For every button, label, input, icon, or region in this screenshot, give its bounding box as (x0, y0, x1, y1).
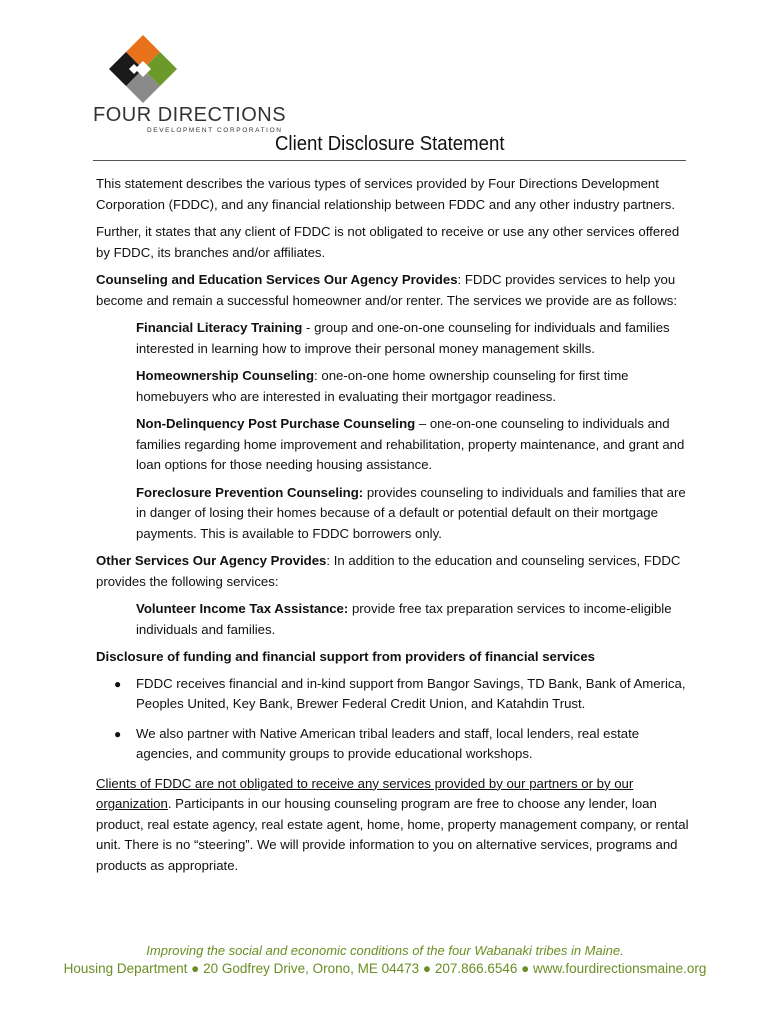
funding-list (96, 674, 696, 765)
service-item (136, 483, 696, 545)
service-item (136, 414, 696, 476)
other-services-paragraph (96, 551, 696, 592)
intro-paragraph-1: This statement describes the various types of services provided by Four Directions Development Corporation (FDDC), and any financial relationship between FDDC and any other industry partners. (96, 176, 676, 212)
service-item-text: – one-on-one counseling to individuals and families regarding home improvement and rehabilitation, property maintenance, and grant and loan options for those needing housing assistance. (136, 416, 685, 472)
service-item (136, 366, 696, 407)
other-services-heading: Other Services Our Agency Provides (96, 553, 327, 568)
service-item-text: : one-on-one home ownership counseling for first time homebuyers who are interested in evaluating their mortgagor readiness. (136, 368, 629, 404)
bullet-icon: ● (114, 726, 122, 741)
intro-paragraph-2: Further, it states that any client of FDDC is not obligated to receive or use any other services offered by FDDC, its branches and/or affiliates. (96, 224, 680, 260)
service-item-title: Volunteer Income Tax Assistance: (136, 601, 349, 616)
brand-subtitle: DEVELOPMENT CORPORATION (147, 127, 283, 134)
list-item (96, 674, 696, 715)
service-item (136, 318, 696, 359)
bullet-icon: ● (114, 676, 122, 691)
service-item-title: Foreclosure Prevention Counseling: (136, 484, 364, 500)
document-title: Client Disclosure Statement (275, 133, 505, 155)
document-body (96, 174, 696, 883)
service-item-title: Homeownership Counseling (136, 368, 315, 383)
service-item (136, 599, 696, 640)
brand-name: FOUR DIRECTIONS (93, 104, 287, 126)
title-divider (93, 160, 686, 161)
service-item-title: Financial Literacy Training (136, 320, 303, 335)
counseling-paragraph (96, 270, 696, 311)
counseling-text: : FDDC provides services to help you become and remain a successful homeowner and/or renter. The services we provide are as follows: (96, 272, 678, 308)
service-item-title: Non-Delinquency Post Purchase Counseling (136, 416, 416, 431)
service-item-text: provides counseling to individuals and families that are in danger of losing their homes because of a default or potential default on their mortgage payments. This is available to FDDC borrowers only. (136, 484, 686, 541)
closing-underlined: Clients of FDDC are not obligated to receive any services provided by our partners or by our organization (96, 775, 634, 811)
list-item (96, 724, 696, 765)
list-item-text: We also partner with Native American tribal leaders and staff, local lenders, real estate agencies, and community groups to provide educational workshops. (136, 725, 640, 761)
closing-text: . Participants in our housing counseling program are free to choose any lender, loan product, real estate agency, real estate agent, home, home, property management company, or rental unit. There is no “steering”. We will provide information to you on alternative services, programs and products as appropriate. (96, 796, 689, 873)
counseling-heading: Counseling and Education Services Our Agency Provides (96, 272, 458, 287)
other-services-text: : In addition to the education and counseling services, FDDC provides the following services: (96, 553, 681, 589)
footer-tagline: Improving the social and economic conditions of the four Wabanaki tribes in Maine. (146, 943, 624, 958)
closing-paragraph (96, 774, 696, 877)
service-item-text: - group and one-on-one counseling for individuals and families interested in learning how to improve their personal money management skills. (136, 320, 670, 356)
list-item-text: FDDC receives financial and in-kind support from Bangor Savings, TD Bank, Bank of America, Peoples United, Key Bank, Brewer Federal Credit Union, and Katahdin Trust. (136, 675, 686, 711)
service-item-text: provide free tax preparation services to income-eligible individuals and families. (136, 601, 672, 637)
funding-heading-text: Disclosure of funding and financial support from providers of financial services (96, 649, 596, 664)
funding-heading (96, 647, 696, 668)
four-directions-logo-icon (108, 34, 178, 104)
footer-address: Housing Department ● 20 Godfrey Drive, Orono, ME 04473 ● 207.866.6546 ● www.fourdirectionsmaine.org (63, 961, 707, 976)
